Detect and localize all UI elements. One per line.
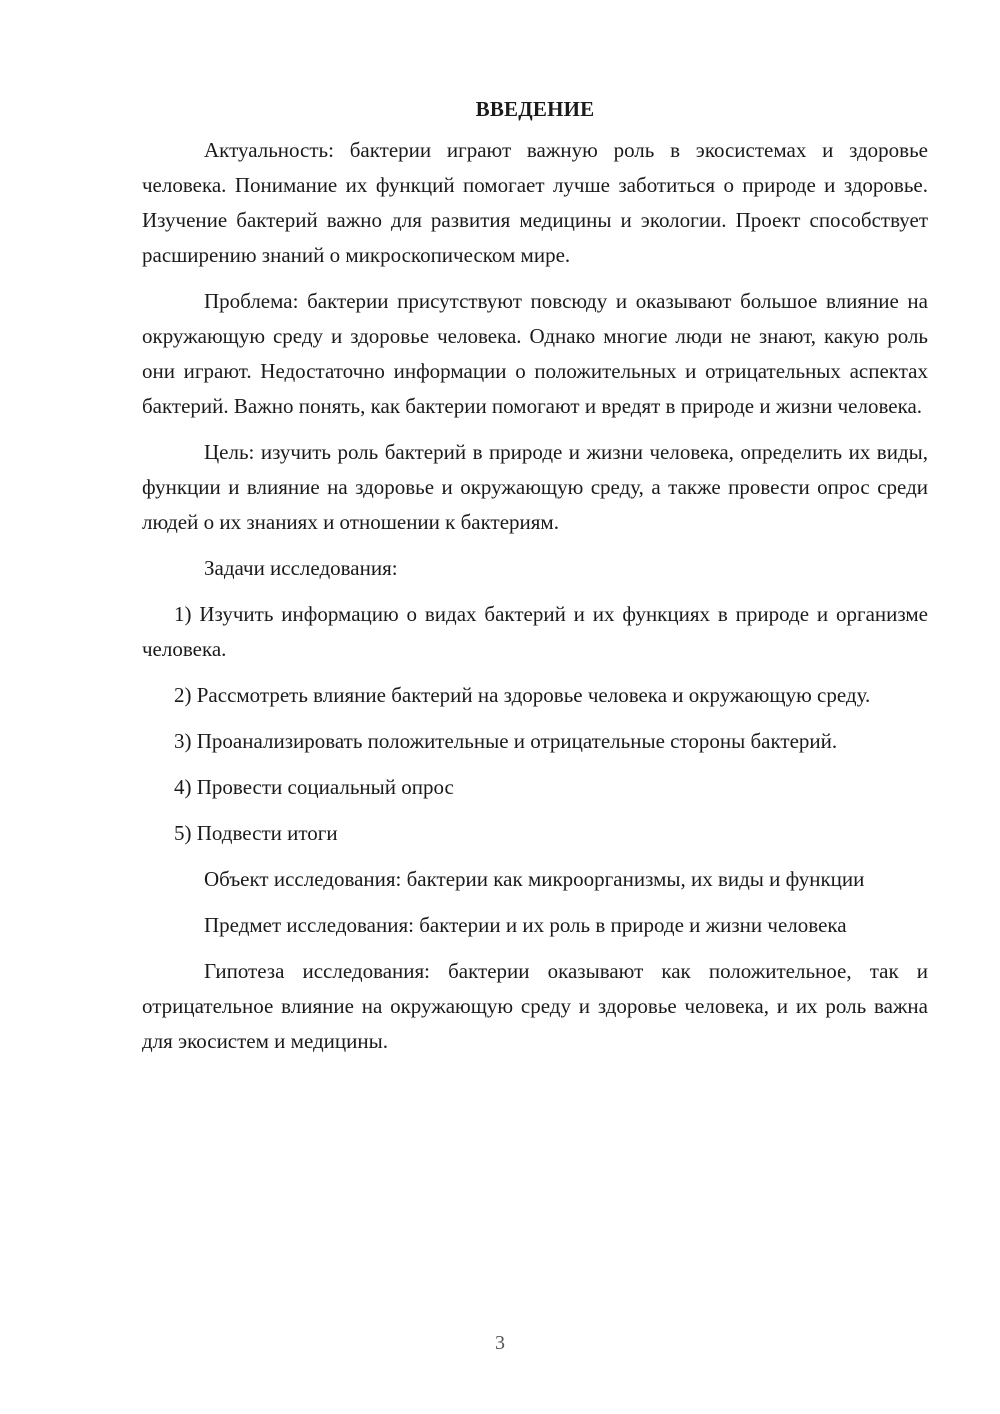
task-item-4: 4) Провести социальный опрос — [174, 775, 454, 799]
task-item-5: 5) Подвести итоги — [174, 821, 338, 845]
tasks-title: Задачи исследования: — [204, 556, 398, 580]
subject-paragraph: Предмет исследования: бактерии и их роль в природе и жизни человека — [204, 913, 847, 937]
object-paragraph: Объект исследования: бактерии как микроорганизмы, их виды и функции — [204, 867, 865, 891]
document-page — [142, 92, 928, 1070]
section-heading: ВВЕДЕНИЕ — [475, 97, 595, 121]
page-number: 3 — [495, 1332, 505, 1354]
task-item-1: 1) Изучить информацию о видах бактерий и их функциях в природе и организме человека. — [142, 602, 928, 661]
relevance-paragraph: Актуальность: бактерии играют важную роль в экосистемах и здоровье человека. Понимание их функций помогает лучше заботиться о природе и здоровье. Изучение бактерий важно для развития медицины и экологии. Проект способствует расширению знаний о микроскопическом мире. — [142, 138, 928, 267]
task-item-3: 3) Проанализировать положительные и отрицательные стороны бактерий. — [174, 729, 838, 753]
hypothesis-paragraph: Гипотеза исследования: бактерии оказывают как положительное, так и отрицательное влияние на окружающую среду и здоровье человека, и их роль важна для экосистем и медицины. — [142, 959, 928, 1053]
goal-paragraph: Цель: изучить роль бактерий в природе и жизни человека, определить их виды, функции и влияние на здоровье и окружающую среду, а также провести опрос среди людей о их знаниях и отношении к бактериям. — [142, 440, 928, 534]
problem-paragraph: Проблема: бактерии присутствуют повсюду и оказывают большое влияние на окружающую среду и здоровье человека. Однако многие люди не знают, какую роль они играют. Недостаточно информации о положительных и отрицательных аспектах бактерий. Важно понять, как бактерии помогают и вредят в природе и жизни человека. — [142, 289, 928, 418]
task-item-2: 2) Рассмотреть влияние бактерий на здоровье человека и окружающую среду. — [174, 683, 871, 707]
